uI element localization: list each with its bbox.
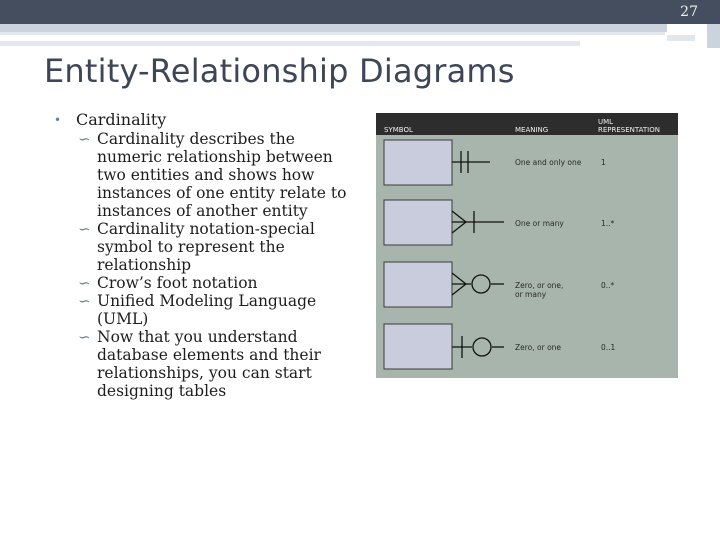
- curve-bullet-icon: ∽: [78, 292, 91, 310]
- accent-line: [0, 32, 665, 35]
- sub-bullet-text: Unified Modeling Language (UML): [97, 292, 317, 328]
- slide-title: Entity-Relationship Diagrams: [44, 52, 515, 90]
- header-uml: UML: [598, 118, 614, 126]
- entity-box: [384, 200, 452, 245]
- sub-bullet-uml: [52, 292, 354, 328]
- row-meaning: Zero, or one: [515, 343, 562, 352]
- row-meaning: Zero, or one,: [515, 281, 564, 290]
- entity-box: [384, 324, 452, 369]
- entity-box: [384, 262, 452, 307]
- row-meaning: One and only one: [515, 158, 582, 167]
- bullet-cardinality: [52, 110, 354, 130]
- sub-bullet-text: Cardinality notation-special symbol to represent the relationship: [97, 220, 315, 274]
- page-number: 27: [680, 4, 698, 20]
- header-symbol: SYMBOL: [384, 126, 413, 134]
- row-meaning-line-2: or many: [515, 290, 547, 299]
- sub-bullet-crows-foot: [52, 274, 354, 292]
- header-meaning: MEANING: [515, 126, 549, 134]
- bullet-marker: •: [54, 113, 62, 127]
- row-uml: 0..*: [601, 281, 615, 290]
- sub-bullet-text: Crow’s foot notation: [97, 274, 258, 292]
- sub-bullet-next-steps: [52, 328, 354, 400]
- sub-bullet-text: Now that you understand database elements and their relationships, you can start designing tables: [97, 328, 321, 400]
- cardinality-notation-figure: [376, 113, 678, 378]
- header-representation: REPRESENTATION: [598, 126, 660, 134]
- curve-bullet-icon: ∽: [78, 274, 91, 292]
- curve-bullet-icon: ∽: [78, 220, 91, 238]
- corner-accent-small: [667, 35, 695, 41]
- accent-line-lower: [0, 41, 580, 46]
- curve-bullet-icon: ∽: [78, 130, 91, 148]
- bullet-list: [52, 110, 354, 400]
- entity-box: [384, 140, 452, 185]
- sub-bullet-description: [52, 130, 354, 220]
- row-uml: 1..*: [601, 219, 615, 228]
- corner-accent: [707, 24, 720, 48]
- row-uml: 0..1: [601, 343, 616, 352]
- row-meaning: One or many: [515, 219, 564, 228]
- header-bar: [0, 0, 720, 24]
- bullet-text: Cardinality: [76, 110, 167, 129]
- row-uml: 1: [601, 158, 606, 167]
- accent-band: [0, 24, 667, 32]
- curve-bullet-icon: ∽: [78, 328, 91, 346]
- sub-bullet-notation: [52, 220, 354, 274]
- sub-bullet-text: Cardinality describes the numeric relationship between two entities and shows how instances of one entity relate to instances of another entity: [97, 130, 347, 220]
